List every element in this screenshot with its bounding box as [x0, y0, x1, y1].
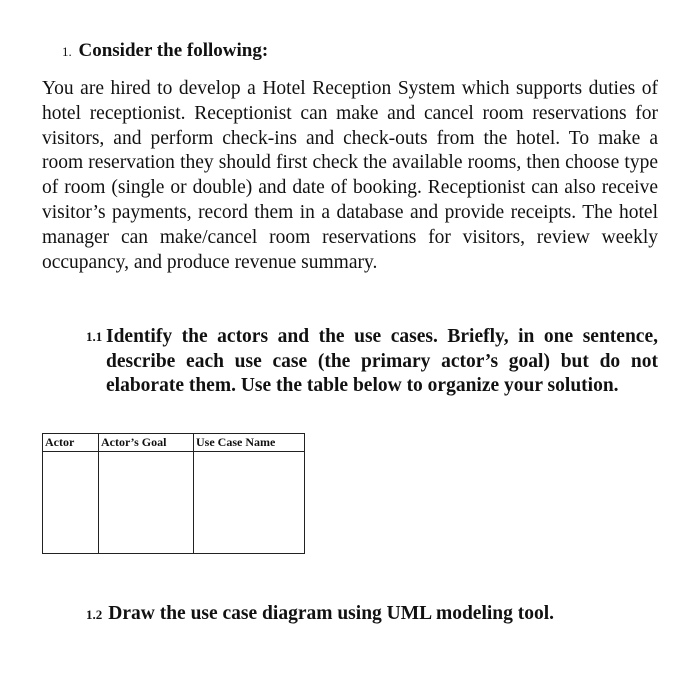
subquestion-2	[86, 603, 554, 625]
question-number: 1.	[62, 44, 72, 59]
answer-table	[42, 433, 305, 554]
subquestion-2-text: Draw the use case diagram using UML modeling tool.	[108, 603, 555, 624]
scenario-paragraph: You are hired to develop a Hotel Reception System which supports duties of hotel receptionist. Receptionist can make and cancel room reservations for visitors, and perform check-ins and check-outs from the hotel. To make a room reservation they should first check the available rooms, then choose type of room (single or double) and date of booking. Receptionist can also receive visitor’s payments, record them in a database and provide receipts. The hotel manager can make/cancel room reservations for visitors, review weekly occupancy, and produce revenue summary.	[42, 78, 658, 273]
table-header-actor-goal: Actor’s Goal	[99, 434, 194, 452]
table-header-actor: Actor	[43, 434, 99, 452]
table-cell-actor-goal[interactable]	[99, 452, 194, 554]
table-cell-use-case-name[interactable]	[194, 452, 305, 554]
subquestion-2-number: 1.2	[86, 607, 103, 622]
table-cell-actor[interactable]	[43, 452, 99, 554]
subquestion-1-text: Identify the actors and the use cases. Briefly, in one sentence, describe each use case (the primary actor’s goal) but do not elaborate them. Use the table below to organize your solution.	[106, 326, 658, 397]
subquestion-1	[86, 325, 658, 399]
question-heading	[62, 40, 268, 62]
question-heading-text: Consider the following:	[78, 40, 269, 61]
table-row	[43, 452, 305, 554]
subquestion-1-number: 1.1	[86, 329, 103, 344]
table-header-row	[43, 434, 305, 452]
table-header-use-case-name: Use Case Name	[194, 434, 305, 452]
